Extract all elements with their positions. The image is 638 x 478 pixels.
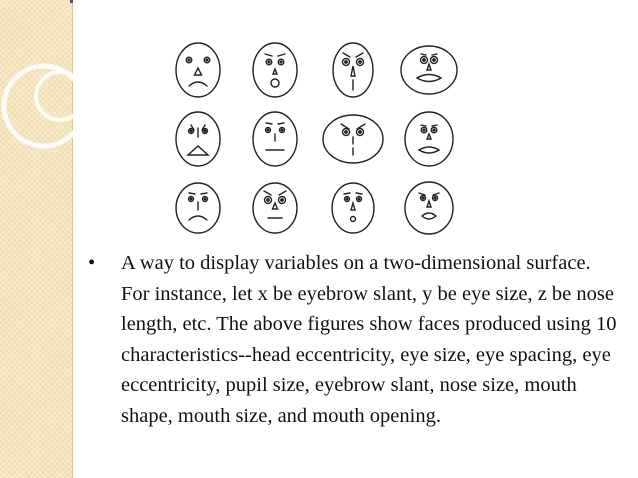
face-r2c3 bbox=[323, 115, 383, 163]
face-r1c1 bbox=[176, 43, 220, 97]
face-r3c4 bbox=[405, 182, 453, 234]
bullet-marker: • bbox=[88, 252, 96, 274]
face-r2c1 bbox=[176, 112, 220, 166]
chernoff-faces-grid bbox=[160, 38, 460, 238]
body-text: A way to display variables on a two-dimensional surface. For instance, let x be eyebrow slant, y be eye size, z be nose length, etc. The above figures show faces produced using 10 characteristics--head eccentricity, eye size, eye spacing, eye eccentricity, pupil size, eyebrow slant, nose size, mouth shape, mouth size, and mouth opening. bbox=[121, 252, 617, 427]
face-r2c2 bbox=[253, 112, 297, 166]
decorative-circles bbox=[0, 0, 120, 200]
face-r3c3 bbox=[332, 183, 374, 233]
face-r1c3 bbox=[333, 43, 373, 97]
face-r3c2 bbox=[253, 183, 297, 233]
face-r3c1 bbox=[176, 183, 220, 233]
face-r1c4 bbox=[401, 46, 457, 94]
face-r2c4 bbox=[405, 112, 453, 166]
face-r1c2 bbox=[253, 43, 297, 97]
